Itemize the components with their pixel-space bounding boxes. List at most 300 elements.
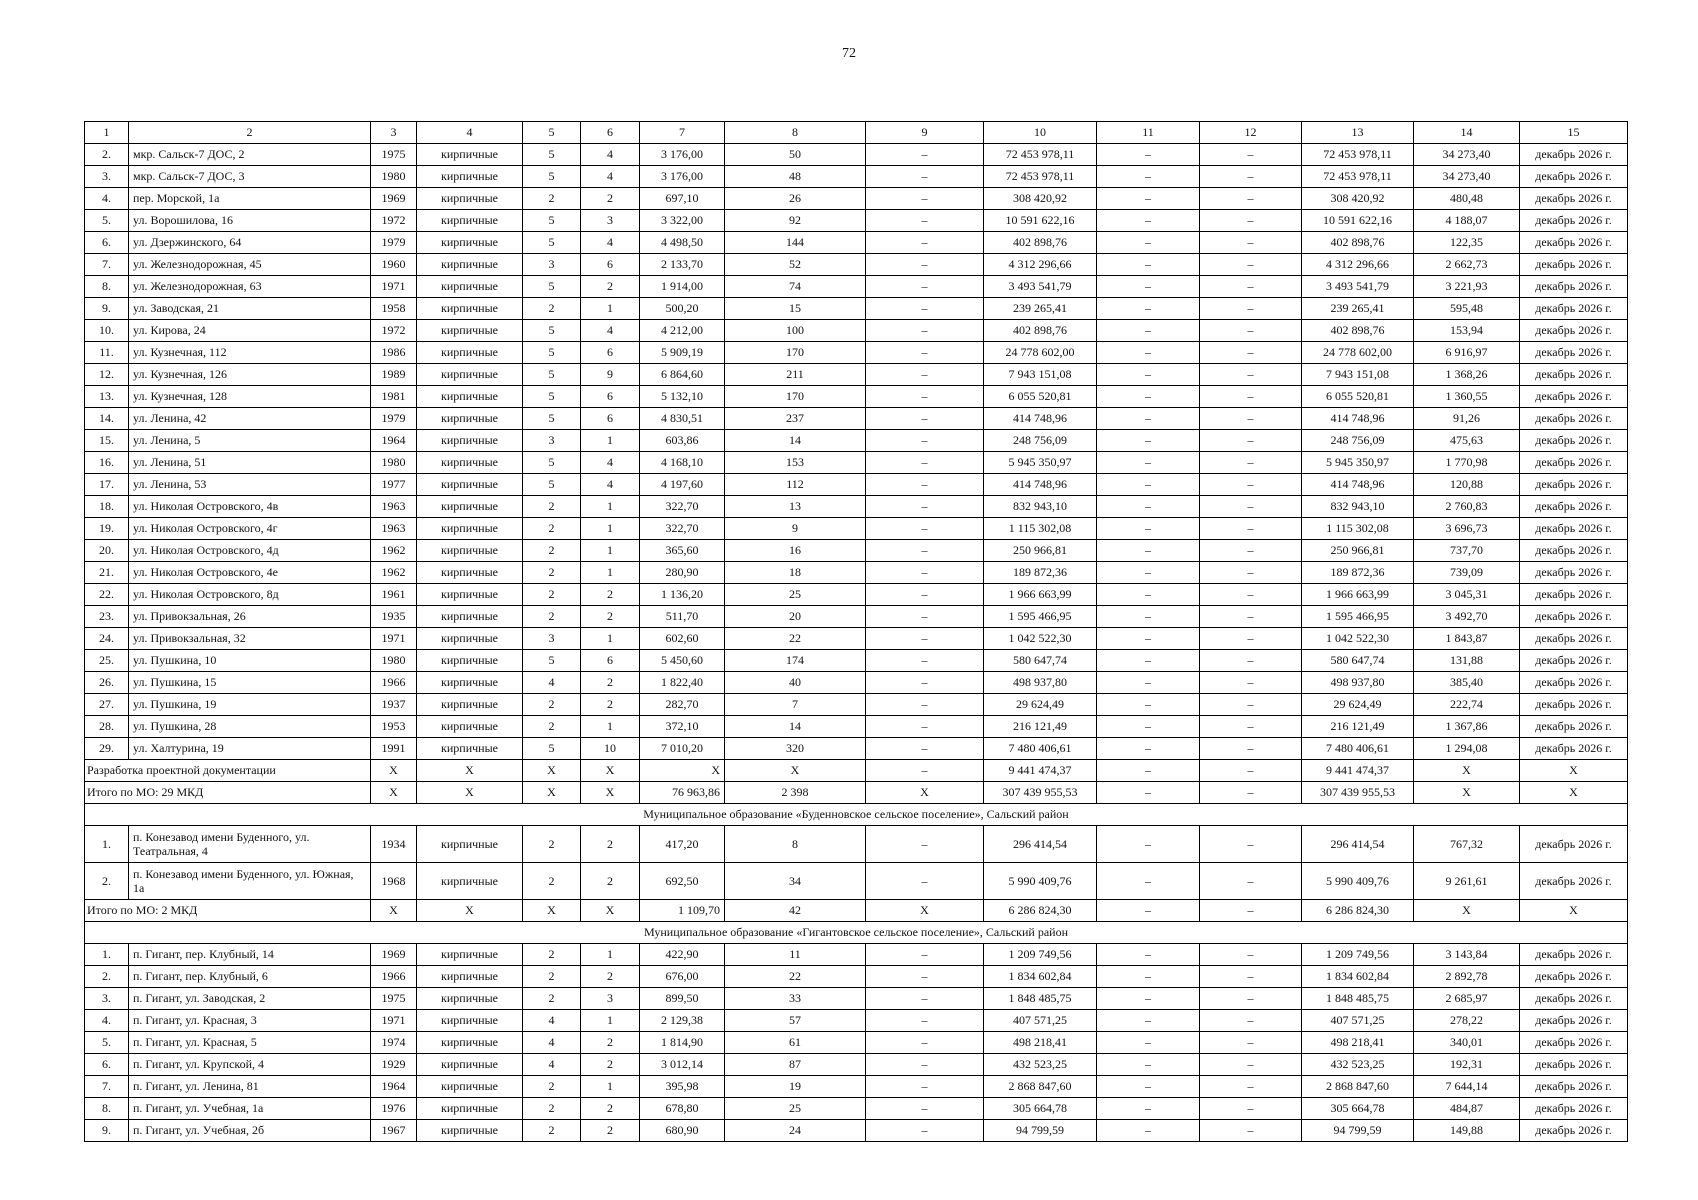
col-9-cell: – <box>866 232 984 254</box>
col-11-cell: – <box>1097 298 1200 320</box>
row-number-cell: 23. <box>85 606 129 628</box>
col-14-cell: 2 662,73 <box>1414 254 1520 276</box>
residents-cell: 14 <box>725 430 866 452</box>
col-12-cell: – <box>1200 144 1302 166</box>
floors-cell: 2 <box>523 188 581 210</box>
total-area-cell: 422,90 <box>640 944 725 966</box>
wall-material-cell: кирпичные <box>417 408 523 430</box>
col-9-cell: – <box>866 320 984 342</box>
completion-date-cell: X <box>1520 782 1628 804</box>
table-row <box>85 474 1628 496</box>
col-11-cell: – <box>1097 474 1200 496</box>
col-11-cell: – <box>1097 1010 1200 1032</box>
column-number-cell: 5 <box>523 122 581 144</box>
row-number-cell: 18. <box>85 496 129 518</box>
year-built-cell: 1964 <box>371 430 417 452</box>
completion-date-cell: декабрь 2026 г. <box>1520 1120 1628 1142</box>
residents-cell: 24 <box>725 1120 866 1142</box>
floors-cell: 5 <box>523 474 581 496</box>
col-14-cell: 1 843,87 <box>1414 628 1520 650</box>
total-area-cell: 3 012,14 <box>640 1054 725 1076</box>
residents-cell: 320 <box>725 738 866 760</box>
entrances-cell: 6 <box>581 342 640 364</box>
col-11-cell: – <box>1097 276 1200 298</box>
total-area-cell: 2 133,70 <box>640 254 725 276</box>
floors-cell: 5 <box>523 210 581 232</box>
col-10-cell: 402 898,76 <box>984 232 1097 254</box>
residents-cell: 13 <box>725 496 866 518</box>
col-11-cell: – <box>1097 1098 1200 1120</box>
completion-date-cell: декабрь 2026 г. <box>1520 988 1628 1010</box>
col-13-cell: 248 756,09 <box>1302 430 1414 452</box>
col-13-cell: 4 312 296,66 <box>1302 254 1414 276</box>
column-number-cell: 6 <box>581 122 640 144</box>
wall-material-cell: кирпичные <box>417 562 523 584</box>
col-9-cell: – <box>866 430 984 452</box>
table-row <box>85 342 1628 364</box>
col-10-cell: 250 966,81 <box>984 540 1097 562</box>
completion-date-cell: декабрь 2026 г. <box>1520 232 1628 254</box>
wall-material-cell: кирпичные <box>417 232 523 254</box>
col-10-cell: 189 872,36 <box>984 562 1097 584</box>
col-13-cell: 1 848 485,75 <box>1302 988 1414 1010</box>
col-11-cell: – <box>1097 1032 1200 1054</box>
entrances-cell: 6 <box>581 408 640 430</box>
col-12-cell: – <box>1200 944 1302 966</box>
year-built-cell: 1968 <box>371 863 417 900</box>
row-number-cell: 20. <box>85 540 129 562</box>
column-number-cell: 12 <box>1200 122 1302 144</box>
total-area-cell: 322,70 <box>640 496 725 518</box>
col-14-cell: 1 770,98 <box>1414 452 1520 474</box>
wall-material-cell: кирпичные <box>417 1032 523 1054</box>
total-area-cell: 417,20 <box>640 826 725 863</box>
col-9-cell: – <box>866 144 984 166</box>
row-number-cell: 8. <box>85 276 129 298</box>
wall-material-cell: кирпичные <box>417 166 523 188</box>
col-10-cell: 1 115 302,08 <box>984 518 1097 540</box>
col-9-cell: – <box>866 826 984 863</box>
col-14-cell: 3 143,84 <box>1414 944 1520 966</box>
col-12-cell: – <box>1200 1098 1302 1120</box>
col-10-cell: 6 286 824,30 <box>984 900 1097 922</box>
col-9-cell: – <box>866 1010 984 1032</box>
address-cell: п. Гигант, ул. Красная, 3 <box>129 1010 371 1032</box>
year-built-cell: 1969 <box>371 944 417 966</box>
col-11-cell: – <box>1097 496 1200 518</box>
residents-cell: 25 <box>725 584 866 606</box>
col-14-cell: 222,74 <box>1414 694 1520 716</box>
wall-material-cell: кирпичные <box>417 364 523 386</box>
col-10-cell: 10 591 622,16 <box>984 210 1097 232</box>
col-11-cell: – <box>1097 966 1200 988</box>
col-11-cell: – <box>1097 988 1200 1010</box>
year-built-cell: X <box>371 782 417 804</box>
column-number-cell: 7 <box>640 122 725 144</box>
col-13-cell: 9 441 474,37 <box>1302 760 1414 782</box>
entrances-cell: 1 <box>581 628 640 650</box>
col-11-cell: – <box>1097 694 1200 716</box>
floors-cell: 2 <box>523 863 581 900</box>
col-13-cell: 1 595 466,95 <box>1302 606 1414 628</box>
year-built-cell: 1979 <box>371 408 417 430</box>
floors-cell: 2 <box>523 988 581 1010</box>
floors-cell: 5 <box>523 320 581 342</box>
col-10-cell: 5 990 409,76 <box>984 863 1097 900</box>
col-11-cell: – <box>1097 518 1200 540</box>
total-area-cell: 899,50 <box>640 988 725 1010</box>
floors-cell: 2 <box>523 826 581 863</box>
row-number-cell: 15. <box>85 430 129 452</box>
row-number-cell: 2. <box>85 144 129 166</box>
col-13-cell: 5 990 409,76 <box>1302 863 1414 900</box>
residents-cell: 237 <box>725 408 866 430</box>
residents-cell: 11 <box>725 944 866 966</box>
total-area-cell: 692,50 <box>640 863 725 900</box>
entrances-cell: 2 <box>581 966 640 988</box>
col-11-cell: – <box>1097 738 1200 760</box>
col-13-cell: 7 480 406,61 <box>1302 738 1414 760</box>
completion-date-cell: декабрь 2026 г. <box>1520 144 1628 166</box>
wall-material-cell: кирпичные <box>417 342 523 364</box>
entrances-cell: 1 <box>581 1076 640 1098</box>
floors-cell: 2 <box>523 606 581 628</box>
floors-cell: 4 <box>523 1032 581 1054</box>
wall-material-cell: X <box>417 900 523 922</box>
total-area-cell: 395,98 <box>640 1076 725 1098</box>
row-number-cell: 29. <box>85 738 129 760</box>
table-row <box>85 232 1628 254</box>
wall-material-cell: кирпичные <box>417 1120 523 1142</box>
column-number-cell: 2 <box>129 122 371 144</box>
wall-material-cell: кирпичные <box>417 628 523 650</box>
completion-date-cell: декабрь 2026 г. <box>1520 452 1628 474</box>
address-cell: ул. Николая Островского, 8д <box>129 584 371 606</box>
col-13-cell: 832 943,10 <box>1302 496 1414 518</box>
residents-cell: 61 <box>725 1032 866 1054</box>
col-10-cell: 7 943 151,08 <box>984 364 1097 386</box>
row-number-cell: 1. <box>85 826 129 863</box>
col-14-cell: 480,48 <box>1414 188 1520 210</box>
completion-date-cell: декабрь 2026 г. <box>1520 254 1628 276</box>
col-12-cell: – <box>1200 496 1302 518</box>
floors-cell: 4 <box>523 1054 581 1076</box>
address-cell: ул. Кирова, 24 <box>129 320 371 342</box>
col-13-cell: 216 121,49 <box>1302 716 1414 738</box>
column-number-cell: 15 <box>1520 122 1628 144</box>
floors-cell: 5 <box>523 232 581 254</box>
address-cell: ул. Привокзальная, 26 <box>129 606 371 628</box>
floors-cell: X <box>523 900 581 922</box>
col-11-cell: – <box>1097 408 1200 430</box>
col-9-cell: – <box>866 540 984 562</box>
residents-cell: 26 <box>725 188 866 210</box>
table-row <box>85 210 1628 232</box>
col-13-cell: 1 042 522,30 <box>1302 628 1414 650</box>
table-row <box>85 298 1628 320</box>
col-12-cell: – <box>1200 386 1302 408</box>
year-built-cell: 1934 <box>371 826 417 863</box>
col-14-cell: 1 360,55 <box>1414 386 1520 408</box>
row-number-cell: 27. <box>85 694 129 716</box>
residents-cell: 19 <box>725 1076 866 1098</box>
total-area-cell: 500,20 <box>640 298 725 320</box>
col-9-cell: – <box>866 944 984 966</box>
col-13-cell: 1 966 663,99 <box>1302 584 1414 606</box>
column-number-cell: 4 <box>417 122 523 144</box>
col-14-cell: X <box>1414 760 1520 782</box>
col-11-cell: – <box>1097 1120 1200 1142</box>
col-11-cell: – <box>1097 944 1200 966</box>
col-10-cell: 6 055 520,81 <box>984 386 1097 408</box>
col-12-cell: – <box>1200 408 1302 430</box>
col-10-cell: 580 647,74 <box>984 650 1097 672</box>
row-number-cell: 2. <box>85 966 129 988</box>
residents-cell: 16 <box>725 540 866 562</box>
residents-cell: 50 <box>725 144 866 166</box>
table-row <box>85 276 1628 298</box>
col-14-cell: 120,88 <box>1414 474 1520 496</box>
residents-cell: 22 <box>725 628 866 650</box>
col-10-cell: 307 439 955,53 <box>984 782 1097 804</box>
address-cell: ул. Привокзальная, 32 <box>129 628 371 650</box>
row-number-cell: 7. <box>85 254 129 276</box>
col-14-cell: 153,94 <box>1414 320 1520 342</box>
col-9-cell: – <box>866 166 984 188</box>
col-11-cell: – <box>1097 628 1200 650</box>
col-14-cell: 1 367,86 <box>1414 716 1520 738</box>
col-12-cell: – <box>1200 298 1302 320</box>
column-number-cell: 3 <box>371 122 417 144</box>
year-built-cell: 1963 <box>371 496 417 518</box>
completion-date-cell: декабрь 2026 г. <box>1520 386 1628 408</box>
residents-cell: 2 398 <box>725 782 866 804</box>
address-cell: ул. Ленина, 51 <box>129 452 371 474</box>
col-13-cell: 308 420,92 <box>1302 188 1414 210</box>
completion-date-cell: декабрь 2026 г. <box>1520 863 1628 900</box>
entrances-cell: 2 <box>581 826 640 863</box>
table-row <box>85 408 1628 430</box>
col-9-cell: – <box>866 1054 984 1076</box>
col-9-cell: – <box>866 760 984 782</box>
col-12-cell: – <box>1200 518 1302 540</box>
col-13-cell: 1 115 302,08 <box>1302 518 1414 540</box>
col-13-cell: 6 286 824,30 <box>1302 900 1414 922</box>
section-header-row <box>85 804 1628 826</box>
col-12-cell: – <box>1200 606 1302 628</box>
row-number-cell: 2. <box>85 863 129 900</box>
residents-cell: 100 <box>725 320 866 342</box>
address-cell: п. Гигант, ул. Учебная, 2б <box>129 1120 371 1142</box>
col-13-cell: 402 898,76 <box>1302 320 1414 342</box>
residents-cell: 42 <box>725 900 866 922</box>
floors-cell: 2 <box>523 1098 581 1120</box>
floors-cell: 2 <box>523 518 581 540</box>
entrances-cell: 3 <box>581 210 640 232</box>
col-11-cell: – <box>1097 606 1200 628</box>
col-12-cell: – <box>1200 900 1302 922</box>
table-row <box>85 606 1628 628</box>
entrances-cell: 1 <box>581 540 640 562</box>
total-area-cell: 680,90 <box>640 1120 725 1142</box>
table-row <box>85 1076 1628 1098</box>
year-built-cell: 1976 <box>371 1098 417 1120</box>
row-number-cell: 17. <box>85 474 129 496</box>
year-built-cell: X <box>371 900 417 922</box>
address-cell: ул. Пушкина, 28 <box>129 716 371 738</box>
col-12-cell: – <box>1200 562 1302 584</box>
wall-material-cell: кирпичные <box>417 863 523 900</box>
entrances-cell: 2 <box>581 584 640 606</box>
col-14-cell: 131,88 <box>1414 650 1520 672</box>
wall-material-cell: кирпичные <box>417 584 523 606</box>
year-built-cell: 1963 <box>371 518 417 540</box>
summary-label: Итого по МО: 2 МКД <box>85 900 371 922</box>
entrances-cell: 2 <box>581 1098 640 1120</box>
completion-date-cell: декабрь 2026 г. <box>1520 364 1628 386</box>
completion-date-cell: X <box>1520 900 1628 922</box>
col-10-cell: 5 945 350,97 <box>984 452 1097 474</box>
residents-cell: 170 <box>725 342 866 364</box>
address-cell: ул. Николая Островского, 4д <box>129 540 371 562</box>
col-13-cell: 10 591 622,16 <box>1302 210 1414 232</box>
completion-date-cell: декабрь 2026 г. <box>1520 298 1628 320</box>
row-number-cell: 12. <box>85 364 129 386</box>
table-row <box>85 1032 1628 1054</box>
wall-material-cell: кирпичные <box>417 716 523 738</box>
entrances-cell: 2 <box>581 276 640 298</box>
row-number-cell: 4. <box>85 1010 129 1032</box>
address-cell: ул. Ленина, 53 <box>129 474 371 496</box>
completion-date-cell: декабрь 2026 г. <box>1520 694 1628 716</box>
col-9-cell: – <box>866 276 984 298</box>
col-14-cell: 739,09 <box>1414 562 1520 584</box>
completion-date-cell: декабрь 2026 г. <box>1520 1032 1628 1054</box>
col-13-cell: 94 799,59 <box>1302 1120 1414 1142</box>
col-14-cell: 2 760,83 <box>1414 496 1520 518</box>
col-12-cell: – <box>1200 342 1302 364</box>
year-built-cell: 1975 <box>371 144 417 166</box>
entrances-cell: 2 <box>581 863 640 900</box>
col-9-cell: – <box>866 518 984 540</box>
row-number-cell: 4. <box>85 188 129 210</box>
completion-date-cell: декабрь 2026 г. <box>1520 1098 1628 1120</box>
col-9-cell: – <box>866 694 984 716</box>
col-14-cell: 278,22 <box>1414 1010 1520 1032</box>
col-11-cell: – <box>1097 188 1200 210</box>
year-built-cell: 1972 <box>371 320 417 342</box>
total-area-cell: 1 822,40 <box>640 672 725 694</box>
col-9-cell: X <box>866 900 984 922</box>
address-cell: ул. Железнодорожная, 45 <box>129 254 371 276</box>
wall-material-cell: кирпичные <box>417 650 523 672</box>
wall-material-cell: кирпичные <box>417 540 523 562</box>
col-10-cell: 9 441 474,37 <box>984 760 1097 782</box>
total-area-cell: X <box>640 760 725 782</box>
completion-date-cell: декабрь 2026 г. <box>1520 166 1628 188</box>
table-row <box>85 694 1628 716</box>
column-number-cell: 10 <box>984 122 1097 144</box>
row-number-cell: 9. <box>85 298 129 320</box>
col-13-cell: 250 966,81 <box>1302 540 1414 562</box>
table-row <box>85 518 1628 540</box>
residents-cell: 9 <box>725 518 866 540</box>
floors-cell: 5 <box>523 364 581 386</box>
col-14-cell: 34 273,40 <box>1414 166 1520 188</box>
wall-material-cell: кирпичные <box>417 386 523 408</box>
floors-cell: 2 <box>523 716 581 738</box>
entrances-cell: X <box>581 782 640 804</box>
residents-cell: 57 <box>725 1010 866 1032</box>
entrances-cell: 4 <box>581 474 640 496</box>
year-built-cell: 1977 <box>371 474 417 496</box>
floors-cell: 5 <box>523 408 581 430</box>
floors-cell: 5 <box>523 650 581 672</box>
wall-material-cell: кирпичные <box>417 694 523 716</box>
year-built-cell: 1971 <box>371 1010 417 1032</box>
entrances-cell: 2 <box>581 606 640 628</box>
section-header-row <box>85 922 1628 944</box>
wall-material-cell: кирпичные <box>417 966 523 988</box>
col-12-cell: – <box>1200 628 1302 650</box>
completion-date-cell: декабрь 2026 г. <box>1520 188 1628 210</box>
col-9-cell: – <box>866 1032 984 1054</box>
total-area-cell: 1 814,90 <box>640 1032 725 1054</box>
col-12-cell: – <box>1200 166 1302 188</box>
table-row <box>85 144 1628 166</box>
col-12-cell: – <box>1200 474 1302 496</box>
year-built-cell: 1989 <box>371 364 417 386</box>
total-area-cell: 4 830,51 <box>640 408 725 430</box>
table-row <box>85 628 1628 650</box>
col-9-cell: – <box>866 342 984 364</box>
wall-material-cell: кирпичные <box>417 276 523 298</box>
year-built-cell: 1935 <box>371 606 417 628</box>
col-10-cell: 498 937,80 <box>984 672 1097 694</box>
summary-label: Итого по МО: 29 МКД <box>85 782 371 804</box>
table-row <box>85 584 1628 606</box>
col-10-cell: 414 748,96 <box>984 474 1097 496</box>
col-9-cell: – <box>866 408 984 430</box>
col-10-cell: 1 834 602,84 <box>984 966 1097 988</box>
address-cell: п. Гигант, ул. Крупской, 4 <box>129 1054 371 1076</box>
table-row <box>85 1054 1628 1076</box>
year-built-cell: 1980 <box>371 650 417 672</box>
row-number-cell: 9. <box>85 1120 129 1142</box>
floors-cell: 2 <box>523 944 581 966</box>
wall-material-cell: кирпичные <box>417 606 523 628</box>
completion-date-cell: декабрь 2026 г. <box>1520 584 1628 606</box>
address-cell: п. Гигант, пер. Клубный, 6 <box>129 966 371 988</box>
total-area-cell: 4 197,60 <box>640 474 725 496</box>
row-number-cell: 5. <box>85 1032 129 1054</box>
col-11-cell: – <box>1097 342 1200 364</box>
row-number-cell: 21. <box>85 562 129 584</box>
year-built-cell: 1981 <box>371 386 417 408</box>
table-row <box>85 988 1628 1010</box>
entrances-cell: 2 <box>581 188 640 210</box>
address-cell: ул. Ворошилова, 16 <box>129 210 371 232</box>
col-10-cell: 1 209 749,56 <box>984 944 1097 966</box>
col-10-cell: 498 218,41 <box>984 1032 1097 1054</box>
residents-cell: 20 <box>725 606 866 628</box>
col-9-cell: – <box>866 452 984 474</box>
col-10-cell: 3 493 541,79 <box>984 276 1097 298</box>
col-14-cell: 3 696,73 <box>1414 518 1520 540</box>
entrances-cell: 3 <box>581 988 640 1010</box>
completion-date-cell: декабрь 2026 г. <box>1520 430 1628 452</box>
col-11-cell: – <box>1097 144 1200 166</box>
